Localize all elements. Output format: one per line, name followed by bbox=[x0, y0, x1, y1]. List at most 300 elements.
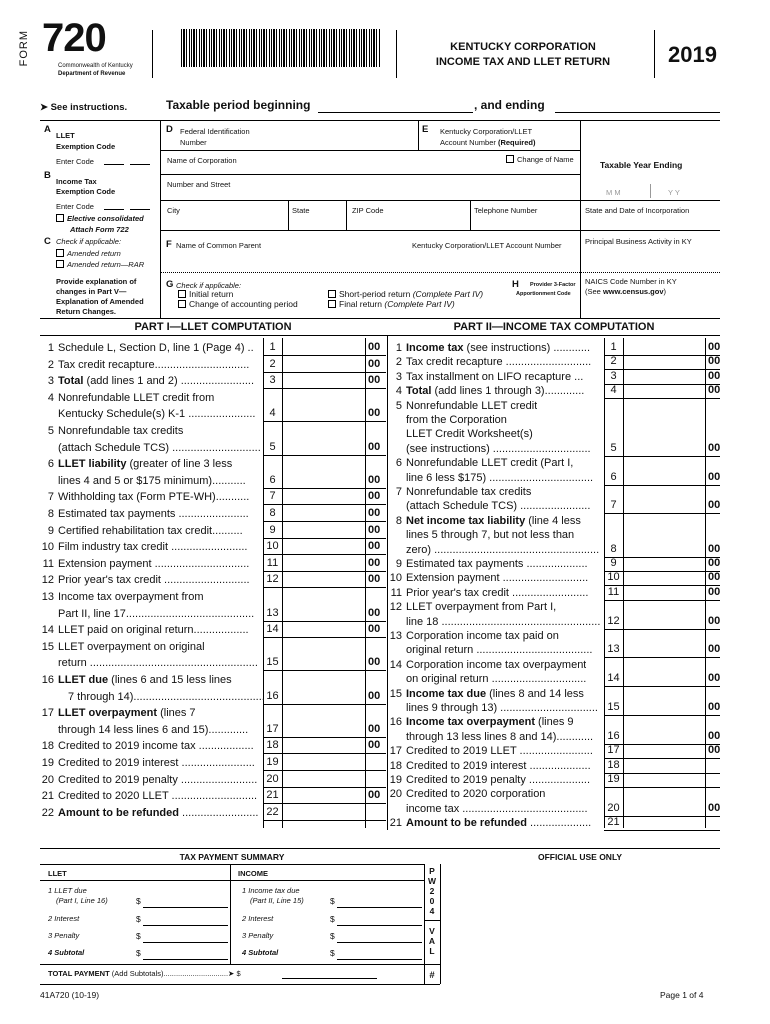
p1-amount-field[interactable] bbox=[284, 474, 363, 488]
s-r4: 4 Subtotal bbox=[242, 948, 279, 957]
p1-amount-field[interactable] bbox=[284, 441, 363, 455]
change-name bbox=[506, 155, 574, 164]
footer-code: 41A720 (10-19) bbox=[40, 990, 100, 1000]
p1-amount-field[interactable] bbox=[284, 756, 363, 770]
p1-line-desc: Part II, line 17.......................................... bbox=[58, 607, 255, 620]
p1-amount-field[interactable] bbox=[284, 723, 363, 737]
state-label: State bbox=[292, 206, 310, 215]
val-letter: L bbox=[429, 946, 435, 956]
rule-city bbox=[160, 230, 720, 231]
income-amount-field[interactable] bbox=[337, 959, 422, 960]
p2-line-desc: original return ...................................... bbox=[406, 644, 593, 657]
p1-line-number: 20 bbox=[41, 773, 54, 786]
pw-letter: 0 bbox=[429, 896, 435, 906]
p2-line-desc: line 6 less $175) .................................. bbox=[406, 471, 594, 484]
short-period-checkbox[interactable] bbox=[328, 290, 336, 298]
g-final-label: Final return bbox=[339, 299, 382, 309]
p1-amount-field[interactable] bbox=[284, 540, 363, 554]
p1-line-text bbox=[58, 507, 249, 521]
p2-cents: 00 bbox=[708, 585, 721, 598]
naics-label2 bbox=[585, 287, 666, 296]
income-amount-field[interactable] bbox=[337, 907, 422, 908]
llet-amount-field[interactable] bbox=[143, 959, 228, 960]
p1-line-desc: Income tax overpayment from bbox=[58, 591, 204, 603]
p1-amount-field[interactable] bbox=[284, 739, 363, 753]
p2-line-text bbox=[406, 442, 591, 456]
total-payment-label: TOTAL PAYMENT bbox=[48, 969, 110, 978]
income-dollar: $ bbox=[330, 948, 335, 958]
p1-line-text bbox=[58, 640, 205, 654]
rule-parts-top bbox=[40, 318, 720, 319]
p2-line-text bbox=[406, 413, 507, 427]
see-instructions: ➤ See instructions. bbox=[40, 102, 128, 113]
mmyy-divider bbox=[650, 184, 651, 198]
p2-line-desc: (add lines 1 through 3)............. bbox=[431, 385, 585, 398]
p1-line-number: 16 bbox=[41, 674, 54, 686]
p2-line-rule bbox=[604, 787, 720, 788]
p2-cents: 00 bbox=[708, 499, 721, 512]
p1-line-desc: Credited to 2019 interest ........................ bbox=[58, 757, 255, 769]
form-title-line1: KENTUCKY CORPORATION bbox=[450, 41, 596, 53]
p2-line-desc: Credited to 2019 LLET ........................ bbox=[406, 745, 593, 758]
p2-amount-field[interactable] bbox=[625, 370, 703, 384]
llet-amount-field[interactable] bbox=[143, 907, 228, 908]
part2-title: PART II—INCOME TAX COMPUTATION bbox=[453, 321, 655, 333]
llet-dollar: $ bbox=[136, 948, 141, 958]
p2-line-number: 2 bbox=[395, 356, 402, 369]
p1-line-text bbox=[58, 656, 258, 670]
phone-label: Telephone Number bbox=[474, 206, 538, 215]
p2-line-number: 5 bbox=[395, 399, 402, 412]
p2-line-box: 13 bbox=[607, 643, 620, 656]
a-code-field-1[interactable] bbox=[104, 164, 124, 165]
total-dollar: $ bbox=[236, 969, 241, 978]
p1-line-box: 7 bbox=[269, 490, 276, 503]
p1-line-box: 14 bbox=[266, 623, 279, 636]
p2-line-desc: Nonrefundable tax credits bbox=[406, 486, 532, 498]
p2-line-text bbox=[406, 759, 591, 773]
p2-line-bold: Total bbox=[406, 385, 432, 398]
p2-line-text bbox=[406, 471, 593, 485]
p2-line-desc: from the Corporation bbox=[406, 414, 507, 426]
consolidated-checkbox[interactable] bbox=[56, 214, 64, 222]
p1-amount-field[interactable] bbox=[284, 789, 363, 803]
p1-line-text bbox=[58, 789, 257, 803]
p2-line-desc: (attach Schedule TCS) ....................... bbox=[406, 500, 591, 513]
p1-cents: 00 bbox=[368, 341, 381, 353]
p2-line-rule bbox=[604, 513, 720, 514]
p2-line-text bbox=[406, 499, 590, 513]
rule-parts-bottom bbox=[40, 335, 720, 336]
p2-line-desc: Extension payment ............................ bbox=[406, 572, 589, 585]
p1-line-number: 17 bbox=[41, 707, 54, 720]
state-date-label: State and Date of Incorporation bbox=[585, 206, 690, 215]
p2-line-desc: zero) ...................................................... bbox=[406, 543, 600, 556]
yy-label: Y Y bbox=[668, 188, 680, 197]
p1-amount-field[interactable] bbox=[284, 573, 363, 587]
p2-cents: 00 bbox=[708, 643, 721, 656]
period-beginning-label: Taxable period beginning bbox=[166, 98, 311, 112]
p2-line-text bbox=[406, 543, 599, 557]
p1-line-text bbox=[58, 540, 248, 554]
period-ending-field[interactable] bbox=[555, 112, 720, 113]
p1-cents: 00 bbox=[368, 523, 381, 536]
p1-line-desc: Extension payment ............................... bbox=[58, 557, 250, 570]
p1-cents: 00 bbox=[368, 473, 381, 486]
street-label: Number and Street bbox=[167, 180, 231, 189]
p2-amount-field[interactable] bbox=[625, 571, 703, 585]
p1-line-text bbox=[58, 374, 254, 388]
right-col-divider bbox=[580, 120, 581, 318]
p2-line-desc: Nonrefundable LLET credit bbox=[406, 399, 538, 412]
p2-box-right bbox=[623, 338, 624, 828]
footer-page: Page 1 of 4 bbox=[660, 990, 704, 1000]
c-provide1: Provide explanation of bbox=[56, 277, 137, 286]
p2-line-text bbox=[406, 672, 586, 686]
p1-amount-field[interactable] bbox=[284, 407, 363, 421]
p1-line-number: 7 bbox=[47, 491, 54, 504]
summary-mid-divider bbox=[230, 864, 231, 964]
p1-line-desc: Prior year's tax credit ............................ bbox=[58, 574, 250, 587]
period-beginning-field[interactable] bbox=[318, 112, 473, 113]
p2-line-number: 12 bbox=[389, 601, 402, 614]
p2-line-number: 11 bbox=[390, 586, 402, 599]
p1-cents: 00 bbox=[368, 507, 381, 519]
naics-label1: NAICS Code Number in KY bbox=[585, 277, 677, 286]
p2-amount-field[interactable] bbox=[625, 802, 703, 816]
p1-cents: 00 bbox=[368, 490, 381, 503]
p1-amount-field[interactable] bbox=[284, 656, 363, 670]
zip-label: ZIP Code bbox=[352, 206, 384, 215]
zip-divider bbox=[470, 200, 471, 230]
p2-amount-field[interactable] bbox=[625, 341, 703, 355]
c-amended-rar-label: Amended return—RAR bbox=[67, 260, 145, 269]
p2-line-box: 11 bbox=[607, 585, 620, 598]
p2-line-number: 10 bbox=[389, 572, 402, 585]
p2-amount-field[interactable] bbox=[625, 543, 703, 557]
period-ending-label: , and ending bbox=[474, 98, 545, 112]
p1-line-text bbox=[58, 557, 249, 571]
d-label1: Federal Identification bbox=[180, 127, 250, 136]
c-check: Check if applicable: bbox=[56, 237, 122, 246]
p2-line-text bbox=[406, 802, 588, 816]
p2-line-number: 14 bbox=[389, 658, 402, 671]
p2-amount-field[interactable] bbox=[625, 384, 703, 398]
p1-line-desc: Nonrefundable tax credits bbox=[58, 425, 184, 437]
amended-rar-checkbox[interactable] bbox=[56, 260, 64, 268]
p2-line-box: 1 bbox=[610, 341, 617, 353]
p1-line-text bbox=[58, 590, 204, 604]
s-r2: 2 Interest bbox=[242, 914, 274, 923]
rule-summary-top bbox=[40, 848, 720, 849]
b-consolidated-label: Elective consolidated bbox=[67, 214, 144, 223]
p1-line-desc: Schedule L, Section D, line 1 (Page 4) .. bbox=[58, 342, 254, 354]
p2-amount-field[interactable] bbox=[625, 643, 703, 657]
p1-line-box: 20 bbox=[266, 772, 279, 785]
initial-return-checkbox[interactable] bbox=[178, 290, 186, 298]
p1-line-box: 1 bbox=[269, 341, 276, 353]
p1-line-desc: Credited to 2020 LLET ............................ bbox=[58, 790, 258, 803]
p2-line-desc: (see instructions) ............ bbox=[463, 342, 591, 354]
d-label2: Number bbox=[180, 138, 207, 147]
p1-line-number: 3 bbox=[47, 375, 54, 388]
p2-line-desc: Tax installment on LIFO recapture ... bbox=[406, 370, 584, 383]
p1-line-desc: Film industry tax credit ......................... bbox=[58, 541, 248, 554]
llet-amount-field[interactable] bbox=[143, 925, 228, 926]
final-return-checkbox[interactable] bbox=[328, 300, 336, 308]
p1-line-box: 3 bbox=[269, 374, 276, 387]
mm-label: M M bbox=[606, 188, 621, 197]
p1-amount-field[interactable] bbox=[284, 557, 363, 571]
naics-url[interactable]: www.census.gov bbox=[602, 287, 664, 296]
p2-amount-field[interactable] bbox=[625, 499, 703, 513]
p2-amount-field[interactable] bbox=[625, 557, 703, 571]
p1-line-box: 5 bbox=[269, 440, 276, 453]
p2-line-text bbox=[406, 701, 598, 715]
p1-amount-field[interactable] bbox=[284, 623, 363, 637]
p2-line-rule bbox=[604, 398, 720, 399]
p2-line-desc: (lines 8 and 14 less bbox=[486, 687, 584, 700]
p2-line-text bbox=[406, 629, 559, 643]
p2-line-box: 2 bbox=[610, 355, 617, 368]
p2-amount-field[interactable] bbox=[625, 672, 703, 686]
p1-line-text bbox=[58, 806, 258, 820]
total-payment-note: (Add Subtotals)...............................➤ bbox=[109, 969, 235, 978]
p2-line-number: 15 bbox=[389, 687, 402, 700]
p1-line-box: 15 bbox=[266, 656, 279, 669]
p1-amount-field[interactable] bbox=[284, 341, 363, 355]
p2-line-bold: Net income tax liability bbox=[406, 514, 526, 527]
p2-line-desc: (line 4 less bbox=[525, 514, 581, 527]
e-account-label: Account Number bbox=[440, 138, 498, 147]
s-l2: 2 Interest bbox=[48, 914, 80, 923]
e-required: (Required) bbox=[497, 138, 536, 147]
p1-line-bold: Total bbox=[58, 375, 84, 388]
income-dollar: $ bbox=[330, 896, 335, 906]
val-letter: A bbox=[428, 936, 436, 946]
p2-line-rule bbox=[604, 456, 720, 457]
p2-amount-field[interactable] bbox=[625, 471, 703, 485]
p1-line-text bbox=[58, 358, 249, 372]
summary-llet: LLET bbox=[48, 869, 67, 878]
s-l4: 4 Subtotal bbox=[48, 948, 85, 957]
p1-line-rule bbox=[263, 571, 386, 572]
p2-cents: 00 bbox=[708, 672, 721, 685]
p2-cents: 00 bbox=[708, 614, 721, 627]
p2-line-rule bbox=[604, 830, 720, 831]
p1-line-text bbox=[58, 573, 250, 587]
p1-amount-field[interactable] bbox=[284, 358, 363, 372]
p1-line-box: 13 bbox=[266, 606, 279, 619]
p1-line-rule bbox=[263, 637, 386, 638]
p1-cents: 00 bbox=[368, 722, 381, 735]
p1-line-number: 8 bbox=[47, 508, 54, 520]
g-short bbox=[328, 289, 483, 299]
h-label1: Provider 3-Factor bbox=[530, 282, 576, 288]
p2-line-text bbox=[406, 687, 584, 701]
b-letter: B bbox=[44, 170, 51, 181]
g-change-acct-label: Change of accounting period bbox=[189, 299, 298, 309]
p1-cents: 00 bbox=[368, 540, 381, 553]
header-divider-3 bbox=[654, 30, 655, 78]
p1-line-rule bbox=[263, 504, 386, 505]
p2-line-desc: on original return ............................... bbox=[406, 673, 587, 686]
d-letter: D bbox=[166, 124, 173, 135]
p1-line-rule bbox=[263, 753, 386, 754]
g-change-acct bbox=[178, 299, 298, 309]
p2-cents: 00 bbox=[708, 571, 721, 584]
income-amount-field[interactable] bbox=[337, 925, 422, 926]
rule-d bbox=[160, 150, 580, 151]
p1-line-desc: Credited to 2019 penalty ......................... bbox=[58, 773, 258, 786]
change-accounting-checkbox[interactable] bbox=[178, 300, 186, 308]
p1-line-rule bbox=[263, 704, 386, 705]
p2-line-rule bbox=[604, 715, 720, 716]
p1-line-rule bbox=[263, 455, 386, 456]
p1-line-text bbox=[58, 407, 255, 421]
p2-amount-field[interactable] bbox=[625, 586, 703, 600]
p1-line-desc: (lines 7 bbox=[157, 707, 196, 720]
p1-amount-field[interactable] bbox=[284, 607, 363, 621]
a-code-field-2[interactable] bbox=[130, 164, 150, 165]
g-short-label: Short-period return bbox=[339, 289, 411, 299]
total-payment-field[interactable] bbox=[282, 978, 377, 979]
p1-line-rule bbox=[263, 355, 386, 356]
p2-cents: 00 bbox=[708, 801, 721, 814]
p2-line-rule bbox=[604, 629, 720, 630]
p1-line-text bbox=[58, 441, 261, 455]
llet-amount-field[interactable] bbox=[143, 942, 228, 943]
p1-cents-divider bbox=[365, 338, 366, 828]
city-label: City bbox=[167, 206, 180, 215]
pw-rule bbox=[424, 920, 440, 921]
p1-line-rule bbox=[263, 521, 386, 522]
c-letter: C bbox=[44, 236, 51, 247]
p2-line-desc: Credited to 2019 penalty .................... bbox=[406, 774, 591, 786]
p1-line-rule bbox=[263, 538, 386, 539]
p1-amount-field[interactable] bbox=[284, 507, 363, 521]
hash-mark: # bbox=[429, 970, 435, 981]
rule-summary-head bbox=[40, 880, 424, 881]
p2-amount-field[interactable] bbox=[625, 442, 703, 456]
p1-line-desc: ......................... bbox=[179, 806, 259, 819]
p1-line-bold: LLET liability bbox=[58, 458, 127, 471]
agency-line1: Commonwealth of Kentucky bbox=[58, 63, 133, 69]
p1-amount-field[interactable] bbox=[284, 490, 363, 504]
p2-line-desc: LLET Credit Worksheet(s) bbox=[406, 428, 533, 441]
p1-line-box: 12 bbox=[266, 573, 279, 586]
p2-line-box: 10 bbox=[607, 571, 620, 584]
p2-line-box: 21 bbox=[607, 816, 620, 829]
p2-amount-field[interactable] bbox=[625, 615, 703, 629]
p2-line-text bbox=[406, 399, 537, 413]
b-code-field-2[interactable] bbox=[130, 209, 150, 210]
p2-line-text bbox=[406, 528, 574, 542]
p1-line-desc: Kentucky Schedule(s) K-1 ...................... bbox=[58, 408, 256, 421]
p2-cents: 00 bbox=[708, 557, 721, 569]
p1-line-rule bbox=[263, 670, 386, 671]
p2-line-number: 7 bbox=[395, 486, 402, 498]
naics-see: (See bbox=[585, 287, 603, 296]
p1-amount-field[interactable] bbox=[284, 690, 363, 704]
p1-cents: 00 bbox=[368, 689, 381, 702]
income-amount-field[interactable] bbox=[337, 942, 422, 943]
p1-line-number: 19 bbox=[41, 757, 54, 769]
p2-amount-field[interactable] bbox=[625, 730, 703, 744]
p2-line-box: 6 bbox=[610, 470, 617, 483]
p1-line-box: 2 bbox=[269, 357, 276, 370]
amended-checkbox[interactable] bbox=[56, 249, 64, 257]
a-letter: A bbox=[44, 124, 51, 135]
total-payment bbox=[48, 969, 241, 978]
p1-line-box: 8 bbox=[269, 507, 276, 519]
p1-line-desc: Certified rehabilitation tax credit.......... bbox=[58, 524, 243, 537]
e-letter: E bbox=[422, 124, 429, 135]
change-name-checkbox[interactable] bbox=[506, 155, 514, 163]
e-label1: Kentucky Corporation/LLET bbox=[440, 127, 533, 136]
p2-line-text bbox=[406, 715, 574, 729]
p1-amount-field[interactable] bbox=[284, 806, 363, 820]
p2-amount-field[interactable] bbox=[625, 744, 703, 758]
p2-line-box: 20 bbox=[607, 801, 620, 814]
summary-title: TAX PAYMENT SUMMARY bbox=[179, 852, 285, 862]
b-code-field-1[interactable] bbox=[104, 209, 124, 210]
p1-line-box: 21 bbox=[266, 789, 279, 802]
p2-amount-field[interactable] bbox=[625, 701, 703, 715]
rule-f bbox=[160, 272, 720, 273]
p2-cents: 00 bbox=[708, 744, 721, 757]
p2-line-desc: .................... bbox=[527, 817, 592, 830]
f-label: Name of Common Parent bbox=[176, 241, 262, 250]
form-number: 720 bbox=[42, 16, 106, 60]
p1-amount-field[interactable] bbox=[284, 773, 363, 787]
p2-line-bold: Income tax due bbox=[406, 687, 487, 700]
p1-line-box: 19 bbox=[266, 756, 279, 768]
s-r1a: 1 Income tax due bbox=[242, 886, 300, 895]
p1-line-desc: (greater of line 3 less bbox=[126, 458, 233, 471]
p2-line-text bbox=[406, 571, 588, 585]
p1-line-bold: LLET overpayment bbox=[58, 707, 158, 720]
p2-amount-field[interactable] bbox=[625, 773, 703, 787]
p2-line-desc: LLET overpayment from Part I, bbox=[406, 601, 557, 614]
p2-line-text bbox=[406, 557, 588, 571]
p2-line-desc: Estimated tax payments .................... bbox=[406, 558, 588, 570]
p2-line-text bbox=[406, 370, 583, 384]
p2-amount-field[interactable] bbox=[625, 759, 703, 773]
b-exemption: Exemption Code bbox=[56, 187, 116, 196]
p1-line-desc: return ....................................................... bbox=[58, 657, 258, 670]
form-year: 2019 bbox=[668, 42, 717, 67]
p1-amount-field[interactable] bbox=[284, 524, 363, 538]
p1-amount-field[interactable] bbox=[284, 374, 363, 388]
state-divider bbox=[346, 200, 347, 230]
p2-line-desc: Corporation income tax paid on bbox=[406, 630, 559, 642]
p2-amount-field[interactable] bbox=[625, 816, 703, 830]
principal-label: Principal Business Activity in KY bbox=[585, 237, 692, 246]
b-consolidated bbox=[56, 214, 144, 223]
p2-line-box: 14 bbox=[607, 672, 620, 685]
p2-line-box: 9 bbox=[610, 557, 617, 569]
p1-line-desc: Estimated tax payments ....................... bbox=[58, 508, 249, 520]
p1-line-number: 12 bbox=[41, 574, 54, 587]
p1-line-text bbox=[58, 673, 232, 687]
p2-cents: 00 bbox=[708, 729, 721, 742]
p1-line-desc: LLET overpayment on original bbox=[58, 640, 205, 653]
p2-line-text bbox=[406, 341, 590, 355]
s-r3: 3 Penalty bbox=[242, 931, 274, 940]
p1-line-text bbox=[58, 490, 249, 504]
p2-amount-field[interactable] bbox=[625, 355, 703, 369]
